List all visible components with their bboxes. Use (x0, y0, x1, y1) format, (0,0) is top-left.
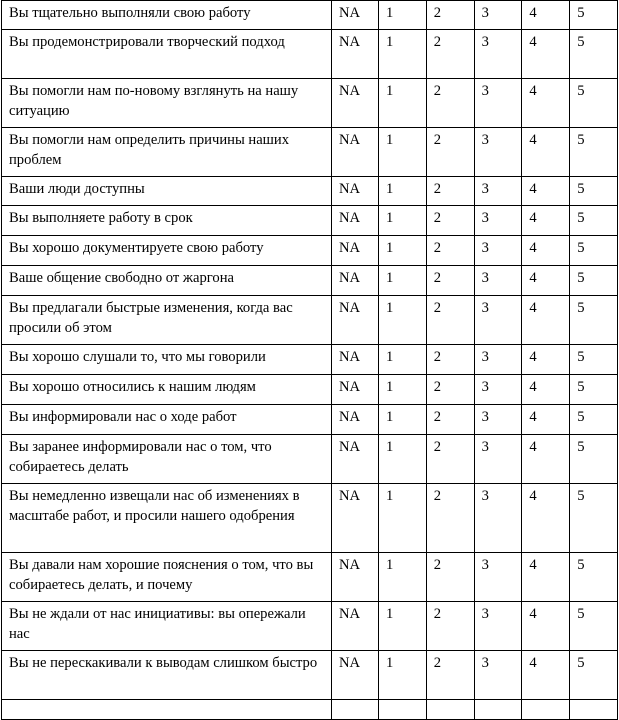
table-row (2, 651, 618, 700)
option-4-cell (522, 700, 570, 720)
option-1-cell: 1 (379, 296, 427, 345)
option-na-cell: NA (332, 30, 379, 79)
question-cell: Вы продемонстрировали творческий подход (2, 30, 332, 79)
option-na-cell: NA (332, 79, 379, 128)
option-5-cell: 5 (570, 345, 618, 375)
option-5-cell: 5 (570, 651, 618, 700)
option-na-cell: NA (332, 1, 379, 30)
question-cell: Вы немедленно извещали нас об изменениях в масштабе работ, и просили нашего одобрения (2, 484, 332, 553)
option-4-cell: 4 (522, 375, 570, 405)
option-na-cell: NA (332, 405, 379, 435)
table-row (2, 177, 618, 206)
table-row (2, 345, 618, 375)
option-3-cell: 3 (474, 435, 522, 484)
option-4-cell: 4 (522, 553, 570, 602)
option-na-cell: NA (332, 177, 379, 206)
option-5-cell: 5 (570, 177, 618, 206)
option-3-cell: 3 (474, 484, 522, 553)
table-row (2, 128, 618, 177)
option-na-cell: NA (332, 484, 379, 553)
option-1-cell: 1 (379, 79, 427, 128)
option-na-cell: NA (332, 236, 379, 266)
option-2-cell: 2 (426, 553, 474, 602)
option-3-cell: 3 (474, 266, 522, 296)
table-row (2, 435, 618, 484)
option-1-cell: 1 (379, 177, 427, 206)
option-5-cell: 5 (570, 128, 618, 177)
option-1-cell: 1 (379, 405, 427, 435)
option-5-cell: 5 (570, 1, 618, 30)
option-na-cell: NA (332, 266, 379, 296)
question-cell (2, 700, 332, 720)
option-1-cell: 1 (379, 651, 427, 700)
option-3-cell: 3 (474, 128, 522, 177)
option-2-cell: 2 (426, 435, 474, 484)
option-4-cell: 4 (522, 405, 570, 435)
option-2-cell: 2 (426, 484, 474, 553)
option-3-cell: 3 (474, 79, 522, 128)
option-3-cell: 3 (474, 206, 522, 236)
survey-table (1, 0, 618, 720)
option-4-cell: 4 (522, 435, 570, 484)
question-cell: Вы хорошо документируете свою работу (2, 236, 332, 266)
option-2-cell: 2 (426, 177, 474, 206)
option-4-cell: 4 (522, 236, 570, 266)
question-cell: Вы тщательно выполняли свою работу (2, 1, 332, 30)
table-row (2, 602, 618, 651)
option-3-cell: 3 (474, 177, 522, 206)
survey-body (2, 1, 618, 720)
question-cell: Вы давали нам хорошие пояснения о том, что вы собираетесь делать, и почему (2, 553, 332, 602)
option-2-cell: 2 (426, 345, 474, 375)
question-cell: Вы не ждали от нас инициативы: вы опережали нас (2, 602, 332, 651)
option-1-cell: 1 (379, 435, 427, 484)
option-na-cell: NA (332, 651, 379, 700)
option-1-cell: 1 (379, 553, 427, 602)
option-4-cell: 4 (522, 296, 570, 345)
question-cell: Вы помогли нам по-новому взглянуть на нашу ситуацию (2, 79, 332, 128)
option-2-cell: 2 (426, 405, 474, 435)
option-4-cell: 4 (522, 177, 570, 206)
option-4-cell: 4 (522, 266, 570, 296)
option-5-cell: 5 (570, 484, 618, 553)
option-3-cell: 3 (474, 602, 522, 651)
option-2-cell (426, 700, 474, 720)
option-2-cell: 2 (426, 236, 474, 266)
option-5-cell: 5 (570, 79, 618, 128)
question-cell: Вы предлагали быстрые изменения, когда вас просили об этом (2, 296, 332, 345)
option-1-cell: 1 (379, 236, 427, 266)
table-row (2, 30, 618, 79)
table-row (2, 1, 618, 30)
option-4-cell: 4 (522, 79, 570, 128)
option-2-cell: 2 (426, 206, 474, 236)
option-1-cell: 1 (379, 602, 427, 651)
option-na-cell: NA (332, 206, 379, 236)
option-3-cell: 3 (474, 405, 522, 435)
table-row (2, 236, 618, 266)
table-row (2, 484, 618, 553)
option-na-cell: NA (332, 128, 379, 177)
option-na-cell: NA (332, 345, 379, 375)
option-3-cell: 3 (474, 236, 522, 266)
option-5-cell: 5 (570, 206, 618, 236)
option-2-cell: 2 (426, 128, 474, 177)
table-row (2, 700, 618, 720)
question-cell: Вы выполняете работу в срок (2, 206, 332, 236)
option-2-cell: 2 (426, 651, 474, 700)
option-5-cell: 5 (570, 236, 618, 266)
option-1-cell: 1 (379, 30, 427, 79)
option-4-cell: 4 (522, 345, 570, 375)
option-4-cell: 4 (522, 651, 570, 700)
option-1-cell: 1 (379, 375, 427, 405)
option-3-cell: 3 (474, 296, 522, 345)
option-5-cell: 5 (570, 405, 618, 435)
option-5-cell: 5 (570, 602, 618, 651)
option-3-cell: 3 (474, 553, 522, 602)
option-na-cell: NA (332, 296, 379, 345)
option-3-cell: 3 (474, 651, 522, 700)
question-cell: Вы хорошо относились к нашим людям (2, 375, 332, 405)
option-5-cell: 5 (570, 296, 618, 345)
option-4-cell: 4 (522, 1, 570, 30)
option-2-cell: 2 (426, 30, 474, 79)
option-4-cell: 4 (522, 30, 570, 79)
option-2-cell: 2 (426, 602, 474, 651)
table-row (2, 553, 618, 602)
option-1-cell: 1 (379, 1, 427, 30)
option-na-cell: NA (332, 435, 379, 484)
option-na-cell: NA (332, 375, 379, 405)
option-3-cell: 3 (474, 1, 522, 30)
question-cell: Вы информировали нас о ходе работ (2, 405, 332, 435)
option-na-cell (332, 700, 379, 720)
question-cell: Вы помогли нам определить причины наших проблем (2, 128, 332, 177)
option-2-cell: 2 (426, 79, 474, 128)
option-5-cell: 5 (570, 435, 618, 484)
option-2-cell: 2 (426, 266, 474, 296)
table-row (2, 79, 618, 128)
option-2-cell: 2 (426, 296, 474, 345)
option-2-cell: 2 (426, 1, 474, 30)
question-cell: Вы не перескакивали к выводам слишком быстро (2, 651, 332, 700)
option-3-cell (474, 700, 522, 720)
table-row (2, 206, 618, 236)
option-4-cell: 4 (522, 206, 570, 236)
option-3-cell: 3 (474, 375, 522, 405)
table-row (2, 266, 618, 296)
option-na-cell: NA (332, 602, 379, 651)
option-4-cell: 4 (522, 484, 570, 553)
option-5-cell: 5 (570, 266, 618, 296)
option-na-cell: NA (332, 553, 379, 602)
question-cell: Ваше общение свободно от жаргона (2, 266, 332, 296)
option-1-cell: 1 (379, 345, 427, 375)
option-1-cell: 1 (379, 128, 427, 177)
option-5-cell (570, 700, 618, 720)
table-row (2, 375, 618, 405)
option-5-cell: 5 (570, 30, 618, 79)
option-3-cell: 3 (474, 345, 522, 375)
option-1-cell: 1 (379, 484, 427, 553)
question-cell: Вы заранее информировали нас о том, что собираетесь делать (2, 435, 332, 484)
option-4-cell: 4 (522, 128, 570, 177)
option-1-cell: 1 (379, 206, 427, 236)
option-3-cell: 3 (474, 30, 522, 79)
table-row (2, 296, 618, 345)
question-cell: Ваши люди доступны (2, 177, 332, 206)
option-1-cell (379, 700, 427, 720)
option-5-cell: 5 (570, 553, 618, 602)
option-4-cell: 4 (522, 602, 570, 651)
question-cell: Вы хорошо слушали то, что мы говорили (2, 345, 332, 375)
option-5-cell: 5 (570, 375, 618, 405)
table-row (2, 405, 618, 435)
option-2-cell: 2 (426, 375, 474, 405)
option-1-cell: 1 (379, 266, 427, 296)
